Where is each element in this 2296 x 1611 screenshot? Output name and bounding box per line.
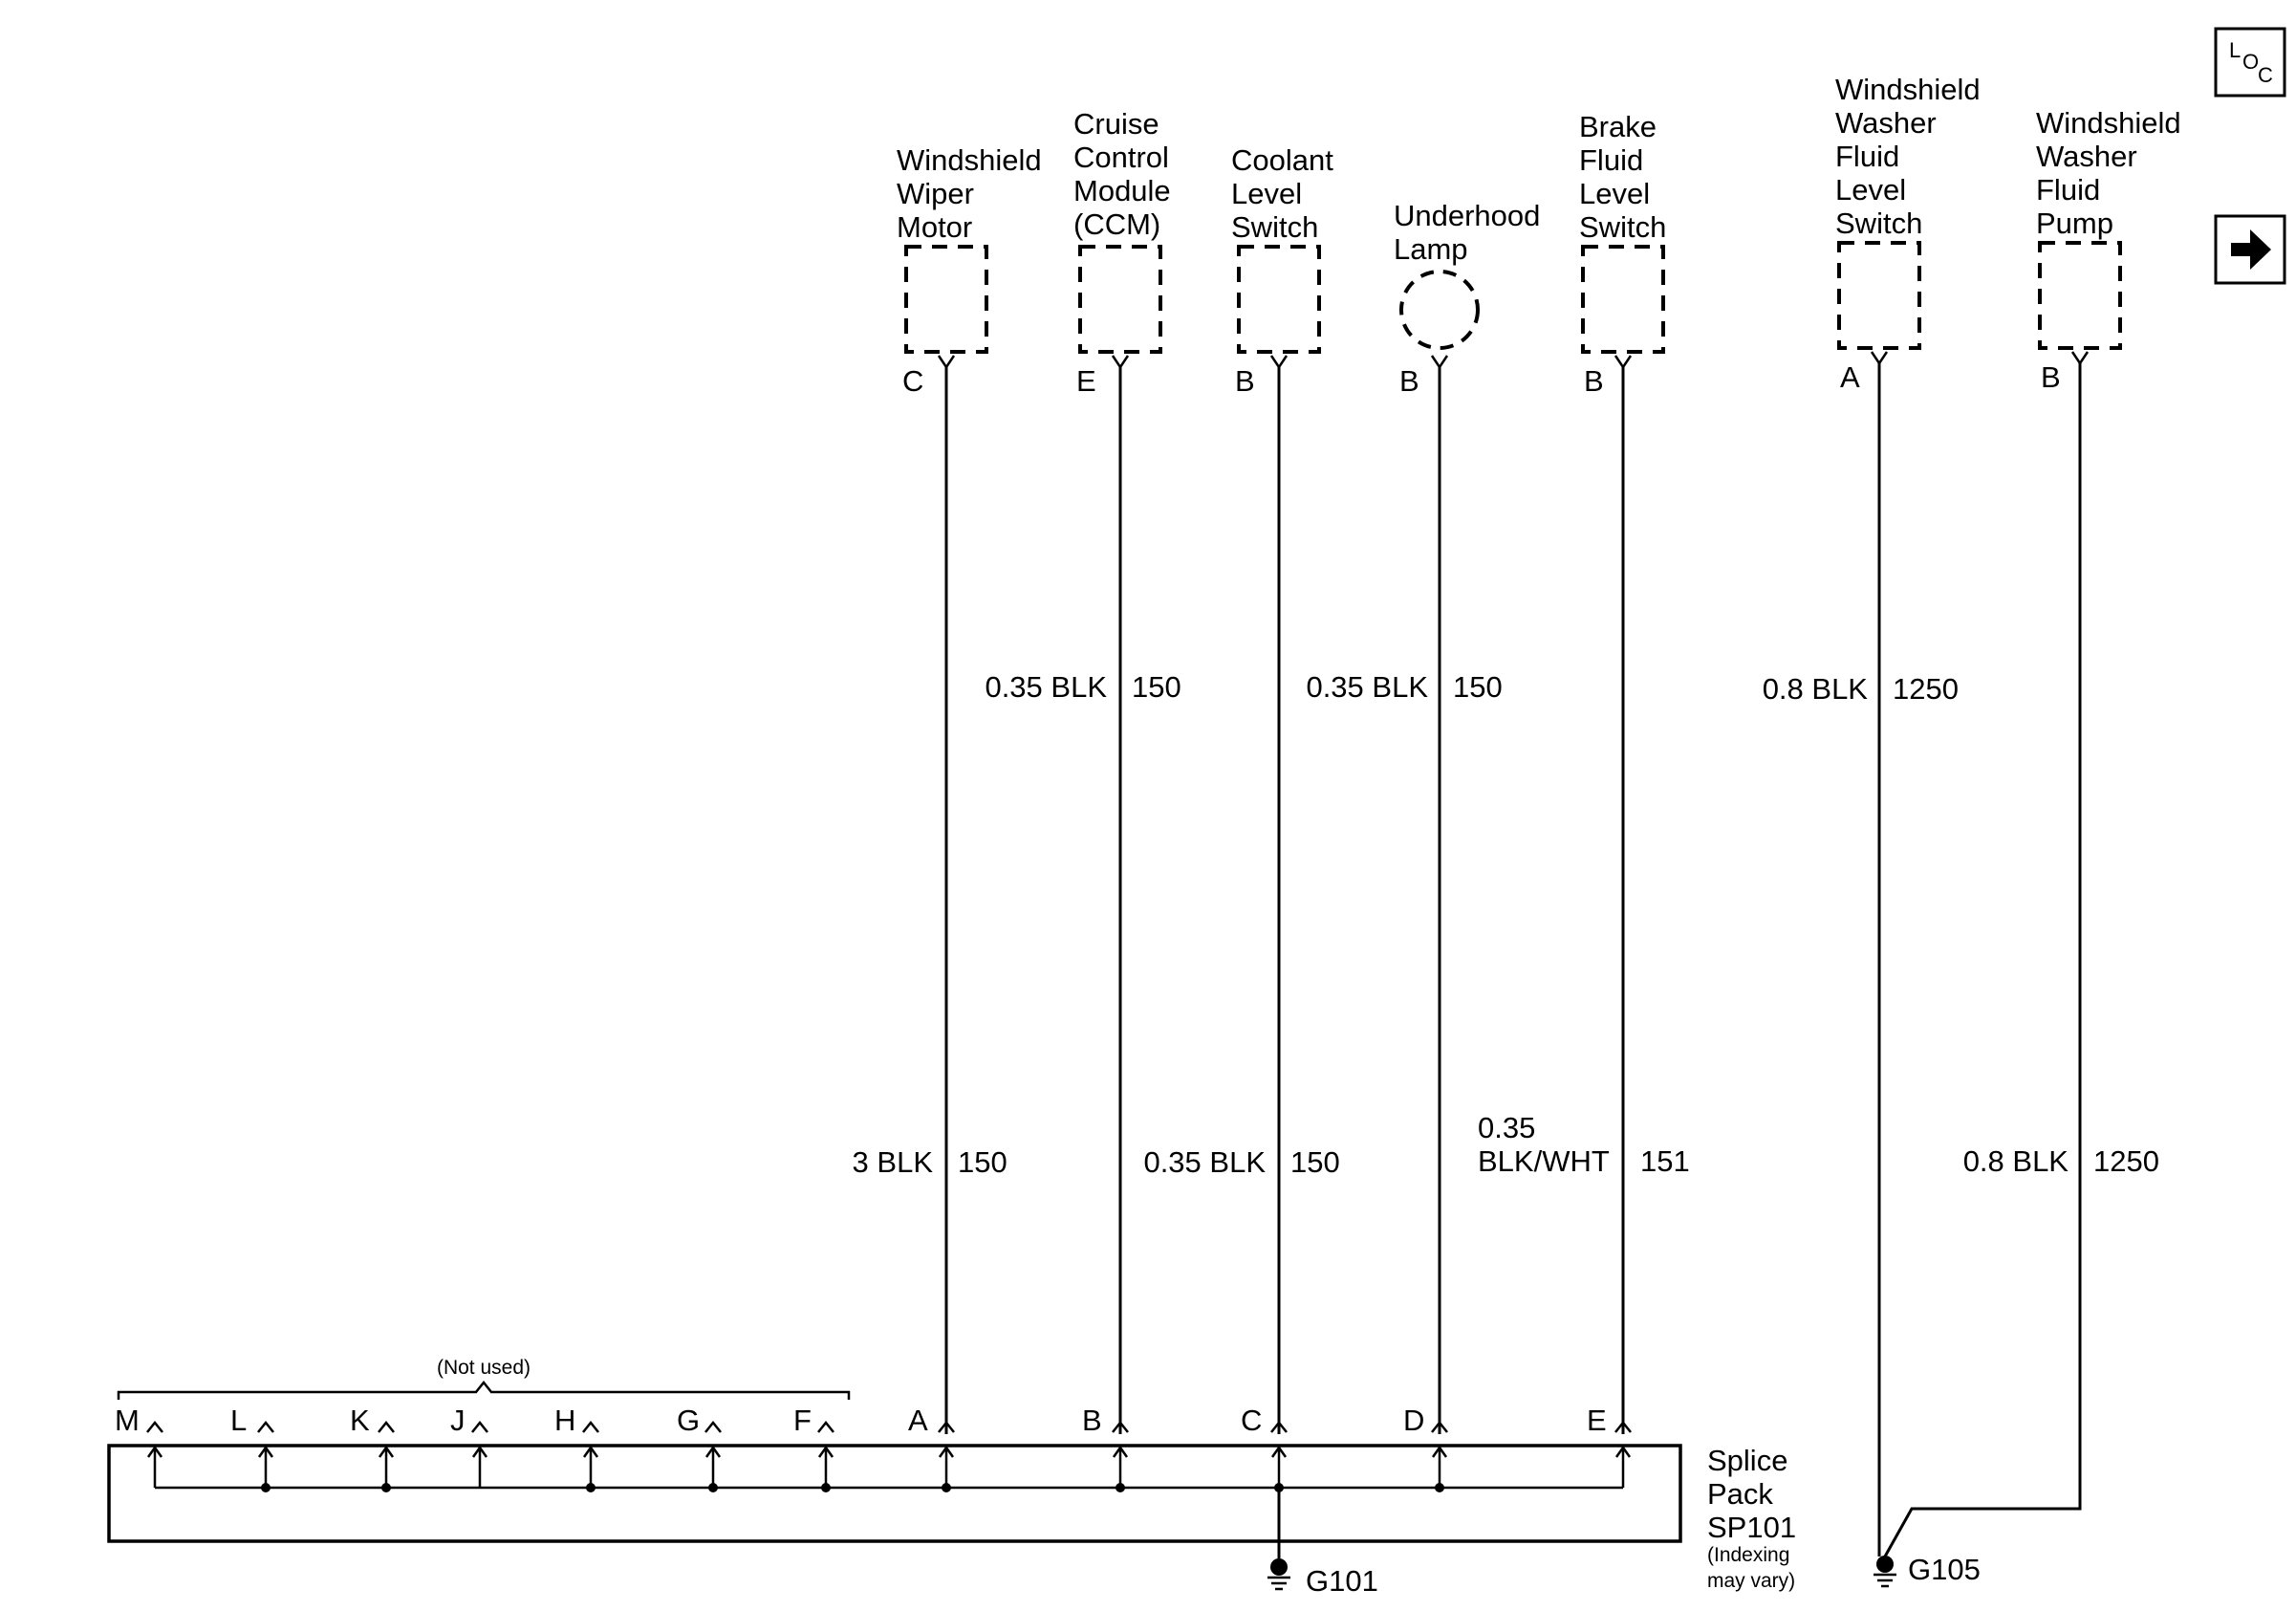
svg-text:F: F [793,1404,812,1437]
svg-text:Windshield: Windshield [897,143,1042,177]
svg-text:L: L [230,1404,248,1437]
wires [946,363,2080,1557]
svg-text:Level: Level [1231,177,1303,210]
pin-label: B [1584,364,1604,398]
pin-label: A [1840,360,1860,394]
svg-text:Level: Level [1579,177,1651,210]
svg-text:Fluid: Fluid [2036,173,2101,207]
svg-text:Wiper: Wiper [897,177,974,210]
pin-label: B [1399,364,1419,398]
svg-text:Cruise: Cruise [1073,107,1159,141]
wire-washer-pump [1885,363,2080,1557]
svg-text:may vary): may vary) [1707,1570,1796,1592]
svg-text:(CCM): (CCM) [1073,207,1161,241]
svg-text:Level: Level [1835,173,1907,207]
svg-text:Pack: Pack [1707,1477,1773,1511]
not-used-label: (Not used) [436,1357,531,1379]
svg-text:Module: Module [1073,174,1171,207]
svg-text:G105: G105 [1908,1553,1981,1586]
svg-text:Washer: Washer [1835,106,1937,140]
svg-text:Fluid: Fluid [1579,143,1644,177]
svg-text:3 BLK: 3 BLK [852,1145,933,1179]
splice-pack-sp101 [109,1357,1796,1592]
svg-text:E: E [1587,1404,1607,1437]
svg-text:0.8 BLK: 0.8 BLK [1762,672,1868,706]
svg-text:C: C [1241,1404,1263,1437]
svg-text:H: H [554,1404,576,1437]
svg-text:Lamp: Lamp [1394,232,1468,266]
svg-text:O: O [2242,50,2260,74]
svg-text:M: M [115,1404,140,1437]
svg-text:Washer: Washer [2036,140,2137,173]
svg-text:Coolant: Coolant [1231,143,1333,177]
svg-text:Pump: Pump [2036,207,2113,240]
component-underhood-lamp [1394,199,1540,398]
svg-text:C: C [2258,63,2273,87]
svg-text:0.35: 0.35 [1478,1111,1536,1144]
location-button[interactable] [2216,29,2285,96]
svg-text:150: 150 [958,1145,1007,1179]
svg-text:Motor: Motor [897,210,973,244]
next-page-button[interactable] [2216,216,2285,283]
svg-text:Windshield: Windshield [2036,106,2181,140]
svg-text:J: J [450,1404,466,1437]
svg-text:D: D [1403,1404,1425,1437]
pin-label: B [2041,360,2061,394]
ground-g105 [1874,1553,1981,1586]
component-connectors [939,352,2088,367]
svg-text:Windshield: Windshield [1835,73,1981,106]
svg-text:G: G [677,1404,701,1437]
svg-text:L: L [2229,38,2242,62]
svg-text:1250: 1250 [1893,672,1959,706]
svg-text:G101: G101 [1306,1564,1378,1598]
component-coolant-level-switch [1231,143,1333,398]
svg-text:SP101: SP101 [1707,1511,1797,1544]
svg-text:151: 151 [1640,1144,1690,1178]
component-washer-fluid-pump [2036,106,2181,394]
svg-text:0.35 BLK: 0.35 BLK [1306,670,1428,704]
pin-label: E [1076,364,1096,398]
wire-labels-lower [853,1111,2159,1179]
svg-text:BLK/WHT: BLK/WHT [1478,1144,1610,1178]
svg-text:Switch: Switch [1231,210,1319,244]
svg-text:0.35 BLK: 0.35 BLK [985,670,1107,704]
svg-text:(Indexing: (Indexing [1707,1544,1790,1566]
svg-text:B: B [1082,1404,1102,1437]
component-washer-fluid-level-switch [1835,73,1981,394]
pin-label: B [1235,364,1255,398]
wire-labels-upper [985,670,1959,706]
svg-text:Underhood: Underhood [1394,199,1541,232]
svg-text:Control: Control [1073,141,1169,174]
svg-text:Fluid: Fluid [1835,140,1900,173]
component-windshield-wiper-motor [897,143,1042,398]
arrow-right-icon [2231,229,2271,270]
svg-text:0.8 BLK: 0.8 BLK [1962,1144,2069,1178]
svg-text:A: A [908,1404,928,1437]
component-brake-fluid-level-switch [1579,110,1666,398]
svg-text:150: 150 [1132,670,1181,704]
svg-text:1250: 1250 [2093,1144,2159,1178]
svg-text:150: 150 [1290,1145,1340,1179]
svg-text:Splice: Splice [1707,1444,1788,1477]
svg-text:Switch: Switch [1835,207,1923,240]
svg-text:150: 150 [1453,670,1503,704]
component-cruise-control-module [1073,107,1171,398]
svg-text:Switch: Switch [1579,210,1667,244]
svg-text:0.35 BLK: 0.35 BLK [1143,1145,1266,1179]
ground-g101 [1267,1558,1378,1598]
pin-label: C [902,364,924,398]
svg-text:K: K [350,1404,370,1437]
svg-text:Brake: Brake [1579,110,1657,143]
